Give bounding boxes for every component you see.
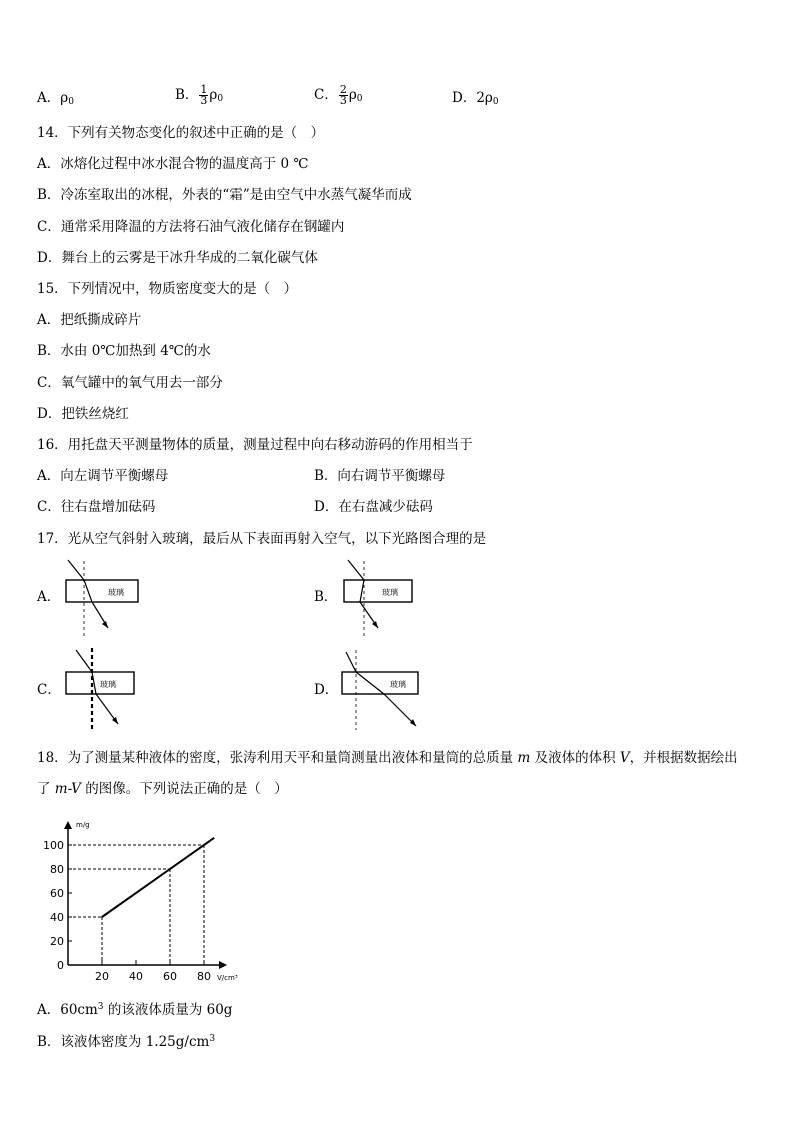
glass-label: 玻璃 [108, 588, 124, 597]
q17-diagram-d [338, 646, 422, 732]
m-v-chart [38, 808, 248, 986]
incident-ray [76, 650, 92, 672]
y-axis-label: m/g [76, 821, 90, 829]
glass-label: 玻璃 [382, 588, 398, 597]
q14-option-c: C．通常采用降温的方法将石油气液化储存在钢罐内 [37, 219, 345, 235]
incident-ray [348, 560, 364, 580]
series-line [102, 838, 214, 917]
data-point [203, 844, 205, 846]
q16-option-b: B．向右调节平衡螺母 [314, 468, 446, 484]
incident-ray [68, 560, 84, 580]
q14-stem: 14．下列有关物态变化的叙述中正确的是（ ） [37, 125, 325, 141]
arrow-icon [372, 621, 378, 628]
q17-option-c-label: C． [37, 682, 61, 698]
data-point [169, 868, 171, 870]
emergent-ray [384, 694, 416, 726]
glass-label: 玻璃 [100, 680, 116, 689]
y-axis-arrow-icon [64, 821, 72, 829]
q17-option-b-label: B． [314, 589, 338, 605]
y-tick-label: 100 [43, 839, 64, 852]
arrow-icon [410, 719, 416, 726]
q17-diagram-b [338, 556, 426, 636]
q14-option-d: D．舞台上的云雾是干冰升华成的二氧化碳气体 [37, 250, 318, 266]
q16-option-d: D．在右盘减少砝码 [314, 499, 433, 515]
q17-option-a-label: A． [37, 589, 61, 605]
q15-option-c: C．氧气罐中的氧气用去一部分 [37, 375, 223, 391]
q15-option-b: B．水由 0℃加热到 4℃的水 [37, 343, 211, 359]
v-variable: V [619, 750, 630, 766]
data-point [101, 916, 103, 918]
y-tick-label: 40 [50, 911, 64, 924]
q17-diagram-c [62, 646, 150, 732]
mv-variable: m-V [54, 781, 81, 797]
q13-option-d: D．$2\rho_0$ [452, 90, 499, 107]
q17-stem: 17．光从空气斜射入玻璃，最后从下表面再射入空气，以下光路图合理的是 [37, 531, 487, 547]
m-variable: m [517, 750, 531, 766]
x-axis-arrow-icon [219, 961, 227, 969]
q15-option-d: D．把铁丝烧红 [37, 406, 129, 422]
q13-option-b: B． $\frac{1}{3}$ $\rho_0$ [175, 83, 224, 107]
q18-option-b: B．该液体密度为 $1.25g/cm^3$ [37, 1034, 216, 1050]
q14-option-a: A．冰熔化过程中冰水混合物的温度高于 0 ℃ [37, 156, 309, 172]
y-tick-label: 20 [50, 935, 64, 948]
q15-option-a: A．把纸撕成碎片 [37, 312, 142, 328]
q15-stem: 15．下列情况中，物质密度变大的是（ ） [37, 281, 298, 297]
q16-stem: 16．用托盘天平测量物体的质量，测量过程中向右移动游码的作用相当于 [37, 437, 473, 453]
glass-label: 玻璃 [390, 680, 406, 689]
q18-stem-line2: 了 m-V 的图像。下列说法正确的是（ ） [37, 781, 288, 797]
x-tick-label: 80 [197, 970, 211, 983]
chart-series [101, 838, 214, 918]
q18-stem-line1: 18．为了测量某种液体的密度，张涛利用天平和量筒测量出液体和量筒的总质量 m 及液体的体积 V，并根据数据绘出 [37, 750, 738, 766]
y-tick-label: 0 [57, 959, 64, 972]
incident-ray [346, 652, 356, 672]
q18-option-a: A．$60cm^3$ 的该液体质量为 60g [37, 1002, 233, 1018]
glass-block [66, 580, 138, 602]
q16-option-c: C．往右盘增加砝码 [37, 499, 156, 515]
q16-option-a: A．向左调节平衡螺母 [37, 468, 169, 484]
chart-guides [68, 845, 204, 965]
q17-diagram-a [62, 556, 150, 636]
y-tick-label: 80 [50, 863, 64, 876]
q13-option-a: A．$\rho_0$ [37, 90, 74, 107]
x-tick-label: 60 [163, 970, 177, 983]
x-tick-label: 20 [95, 970, 109, 983]
refracted-ray [84, 580, 92, 602]
y-tick-label: 60 [50, 887, 64, 900]
refracted-ray [356, 672, 384, 694]
q17-option-d-label: D． [314, 682, 339, 698]
refracted-ray [360, 580, 364, 602]
glass-block [344, 580, 412, 602]
q14-option-b: B．冷冻室取出的冰棍，外表的“霜”是由空气中水蒸气凝华而成 [37, 187, 412, 203]
arrow-icon [102, 621, 108, 628]
x-axis-label: V/cm³ [217, 974, 238, 982]
q13-option-c: C． $\frac{2}{3}$ $\rho_0$ [314, 83, 363, 107]
x-tick-label: 40 [129, 970, 143, 983]
